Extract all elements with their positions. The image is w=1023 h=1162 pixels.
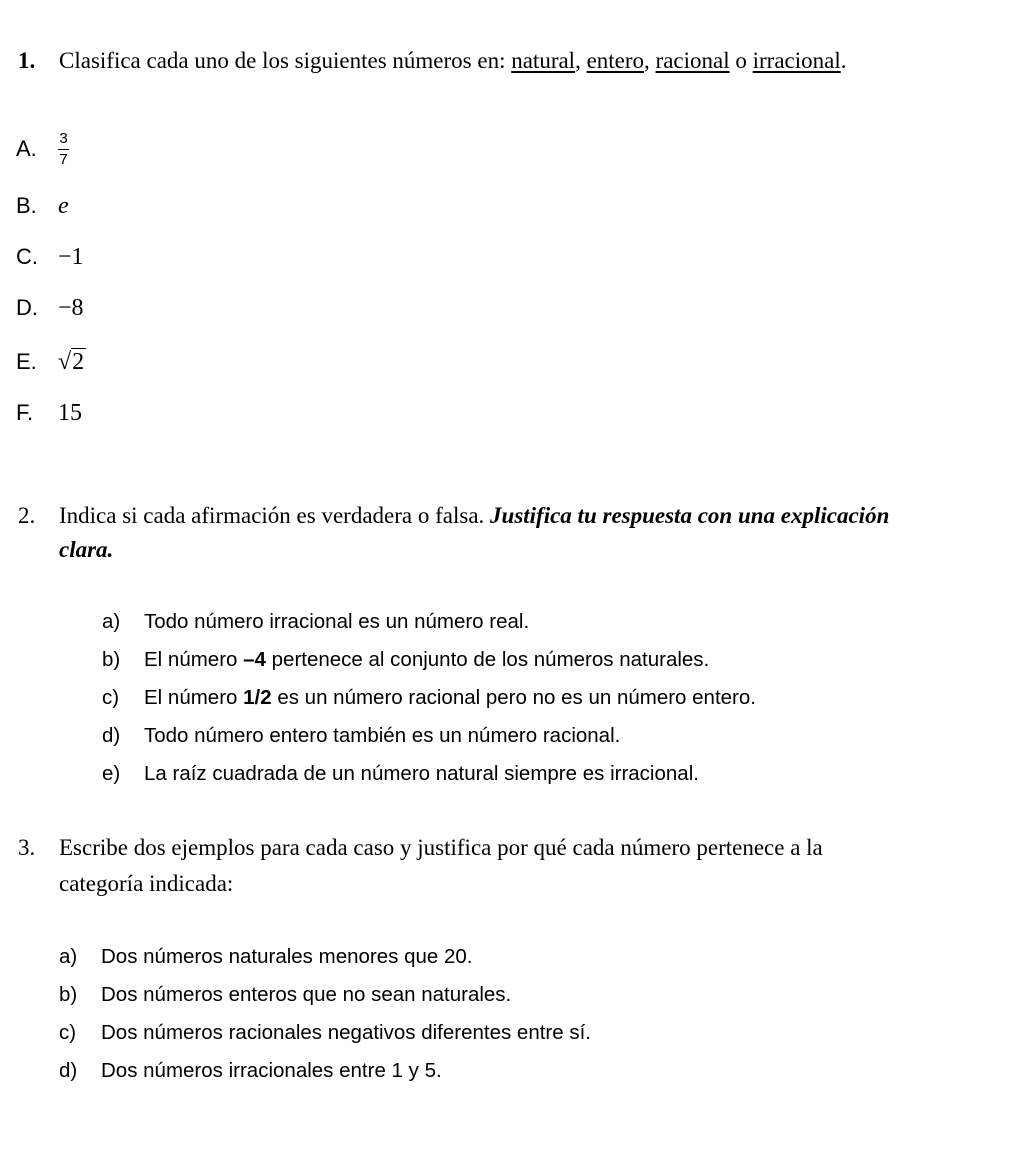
option-f [16, 396, 82, 430]
question-number: 2. [18, 503, 36, 528]
text-segment: es un número racional pero no es un número entero. [271, 686, 756, 709]
option-a [16, 129, 69, 168]
item-text: Dos números irracionales entre 1 y 5. [101, 1059, 442, 1082]
item-text: Todo número entero también es un número racional. [144, 724, 621, 747]
statement-a [102, 608, 529, 636]
case-a [59, 943, 472, 971]
statement-c [102, 684, 756, 712]
item-text: Dos números naturales menores que 20. [101, 945, 473, 968]
denominator: 7 [59, 150, 68, 168]
term-entero: entero [586, 48, 645, 73]
term-natural: natural [511, 48, 576, 73]
numerator: 3 [59, 129, 68, 147]
question-2-heading [18, 499, 889, 533]
question-number: 3. [18, 835, 36, 860]
option-letter: E. [16, 349, 37, 374]
option-letter: C. [16, 244, 38, 269]
option-letter: A. [16, 136, 37, 161]
option-letter: B. [16, 193, 37, 218]
item-label: a) [59, 945, 78, 968]
square-root [58, 345, 86, 379]
question-text: Indica si cada afirmación es verdadera o falsa. [59, 503, 491, 528]
separator: , [644, 48, 656, 73]
emphasis-text-continued: clara. [59, 537, 114, 562]
item-text: Dos números racionales negativos diferentes entre sí. [101, 1021, 591, 1044]
option-b [16, 189, 69, 223]
text-segment: pertenece al conjunto de los números naturales. [265, 648, 710, 671]
statement-d [102, 722, 620, 750]
item-text: Todo número irracional es un número real. [144, 610, 530, 633]
option-value: e [58, 193, 69, 219]
question-number: 1. [18, 48, 36, 73]
period: . [840, 48, 847, 73]
text-segment: El número [144, 686, 244, 709]
case-b [59, 981, 511, 1009]
separator: o [729, 48, 753, 73]
question-3-heading [18, 831, 823, 865]
statement-b [102, 646, 709, 674]
item-text: Dos números enteros que no sean naturales. [101, 983, 512, 1006]
option-letter: D. [16, 295, 38, 320]
radical-sign: √ [58, 349, 72, 375]
term-irracional: irracional [752, 48, 841, 73]
item-label: d) [59, 1059, 78, 1082]
case-d [59, 1057, 442, 1085]
bold-number: 1/2 [243, 686, 272, 709]
item-label: b) [102, 648, 121, 671]
question-text: Escribe dos ejemplos para cada caso y justifica por qué cada número pertenece a la [59, 835, 823, 860]
text-segment: El número [144, 648, 244, 671]
item-label: e) [102, 762, 121, 785]
statement-e [102, 760, 699, 788]
option-e [16, 345, 86, 379]
option-value: 15 [58, 400, 82, 426]
item-label: b) [59, 983, 78, 1006]
item-label: a) [102, 610, 121, 633]
question-text-continued: categoría indicada: [59, 871, 234, 896]
item-label: c) [59, 1021, 77, 1044]
fraction-bar [58, 149, 69, 150]
item-label: c) [102, 686, 120, 709]
option-value: −1 [58, 244, 84, 270]
separator: , [575, 48, 587, 73]
item-label: d) [102, 724, 121, 747]
question-text: Clasifica cada uno de los siguientes números en: [59, 48, 512, 73]
bold-number: –4 [243, 648, 266, 671]
option-letter: F. [16, 400, 34, 425]
option-d [16, 291, 84, 325]
option-value: −8 [58, 295, 84, 321]
item-text [144, 646, 709, 674]
item-text [144, 684, 756, 712]
term-racional: racional [655, 48, 730, 73]
radicand: 2 [72, 349, 85, 375]
emphasis-text: Justifica tu respuesta con una explicación [490, 503, 890, 528]
option-c [16, 240, 84, 274]
case-c [59, 1019, 591, 1047]
fraction [58, 130, 69, 169]
question-1-heading [18, 44, 847, 78]
item-text: La raíz cuadrada de un número natural siempre es irracional. [144, 762, 699, 785]
